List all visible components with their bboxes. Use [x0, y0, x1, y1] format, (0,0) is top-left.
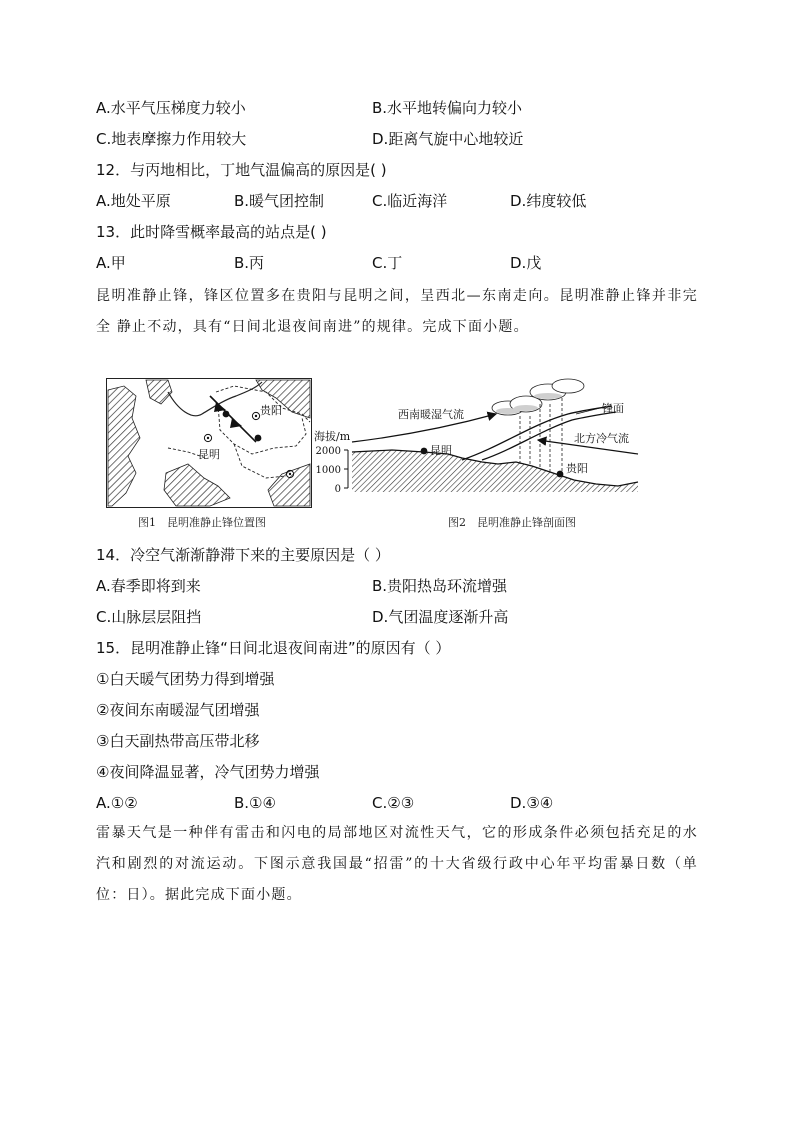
- q12-stem: 12．与丙地相比，丁地气温偏高的原因是( ): [96, 161, 387, 179]
- figure2-caption: 图2 昆明准静止锋剖面图: [448, 516, 576, 529]
- q12-option-d: D.纬度较低: [510, 192, 587, 210]
- q13-option-d: D.戊: [510, 254, 542, 272]
- figure2-label-warm-flow: 西南暖湿气流: [398, 408, 464, 421]
- q14-option-a: A.春季即将到来: [96, 577, 201, 595]
- figure1-label-kunming: 昆明: [198, 448, 220, 461]
- figure2-section: [312, 376, 646, 498]
- figure2-axis-title: 海拔/m: [314, 430, 351, 443]
- figure1-map: [106, 378, 312, 508]
- passage-kunming-front: 昆明准静止锋，锋区位置多在贵阳与昆明之间，呈西北—东南走向。昆明准静止锋并非完全 静止不动，具有“日间北退夜间南进”的规律。完成下面小题。: [96, 288, 698, 335]
- passage-thunderstorm: 雷暴天气是一种伴有雷击和闪电的局部地区对流性天气，它的形成条件必须包括充足的水汽和剧烈的对流运动。下图示意我国最“招雷”的十大省级行政中心年平均雷暴日数（单位：日）。据此完成下面小题。: [96, 825, 698, 903]
- q12-option-c: C.临近海洋: [372, 192, 448, 210]
- q11-option-d: D.距离气旋中心地较近: [372, 130, 524, 148]
- q11-option-a: A.水平气压梯度力较小: [96, 99, 246, 117]
- q13-option-b: B.丙: [234, 254, 265, 272]
- figure2-label-front: 锋面: [602, 402, 624, 415]
- q15-statement-3: ③白天副热带高压带北移: [96, 732, 260, 750]
- figure1-caption: 图1 昆明准静止锋位置图: [138, 516, 266, 529]
- q13-stem: 13．此时降雪概率最高的站点是( ): [96, 223, 327, 241]
- figure2-label-kunming: 昆明: [430, 444, 452, 457]
- q15-statement-4: ④夜间降温显著，冷气团势力增强: [96, 763, 320, 781]
- q15-option-a: A.①②: [96, 794, 138, 812]
- q12-option-a: A.地处平原: [96, 192, 171, 210]
- figure2-tick: 1000: [315, 465, 341, 476]
- q14-option-c: C.山脉层层阻挡: [96, 608, 202, 626]
- q13-option-a: A.甲: [96, 254, 126, 272]
- q15-option-c: C.②③: [372, 794, 415, 812]
- figure2-tick: 0: [334, 484, 341, 495]
- figure2-tick: 2000: [315, 446, 341, 457]
- q11-option-c: C.地表摩擦力作用较大: [96, 130, 247, 148]
- q15-option-d: D.③④: [510, 794, 554, 812]
- q14-option-d: D.气团温度逐渐升高: [372, 608, 509, 626]
- q13-option-c: C.丁: [372, 254, 403, 272]
- q14-stem: 14．冷空气渐渐静滞下来的主要原因是（ ）: [96, 546, 390, 564]
- figure1-label-guiyang: 贵阳: [260, 404, 282, 417]
- q14-option-b: B.贵阳热岛环流增强: [372, 577, 508, 595]
- q15-option-b: B.①④: [234, 794, 276, 812]
- q11-option-b: B.水平地转偏向力较小: [372, 99, 523, 117]
- figure2-label-cold-flow: 北方冷气流: [574, 432, 629, 445]
- q12-option-b: B.暖气团控制: [234, 192, 325, 210]
- q15-statement-2: ②夜间东南暖湿气团增强: [96, 701, 260, 719]
- q15-statement-1: ①白天暖气团势力得到增强: [96, 670, 275, 688]
- q15-stem: 15．昆明准静止锋“日间北退夜间南进”的原因有（ ）: [96, 639, 451, 657]
- figure2-label-guiyang: 贵阳: [566, 462, 588, 475]
